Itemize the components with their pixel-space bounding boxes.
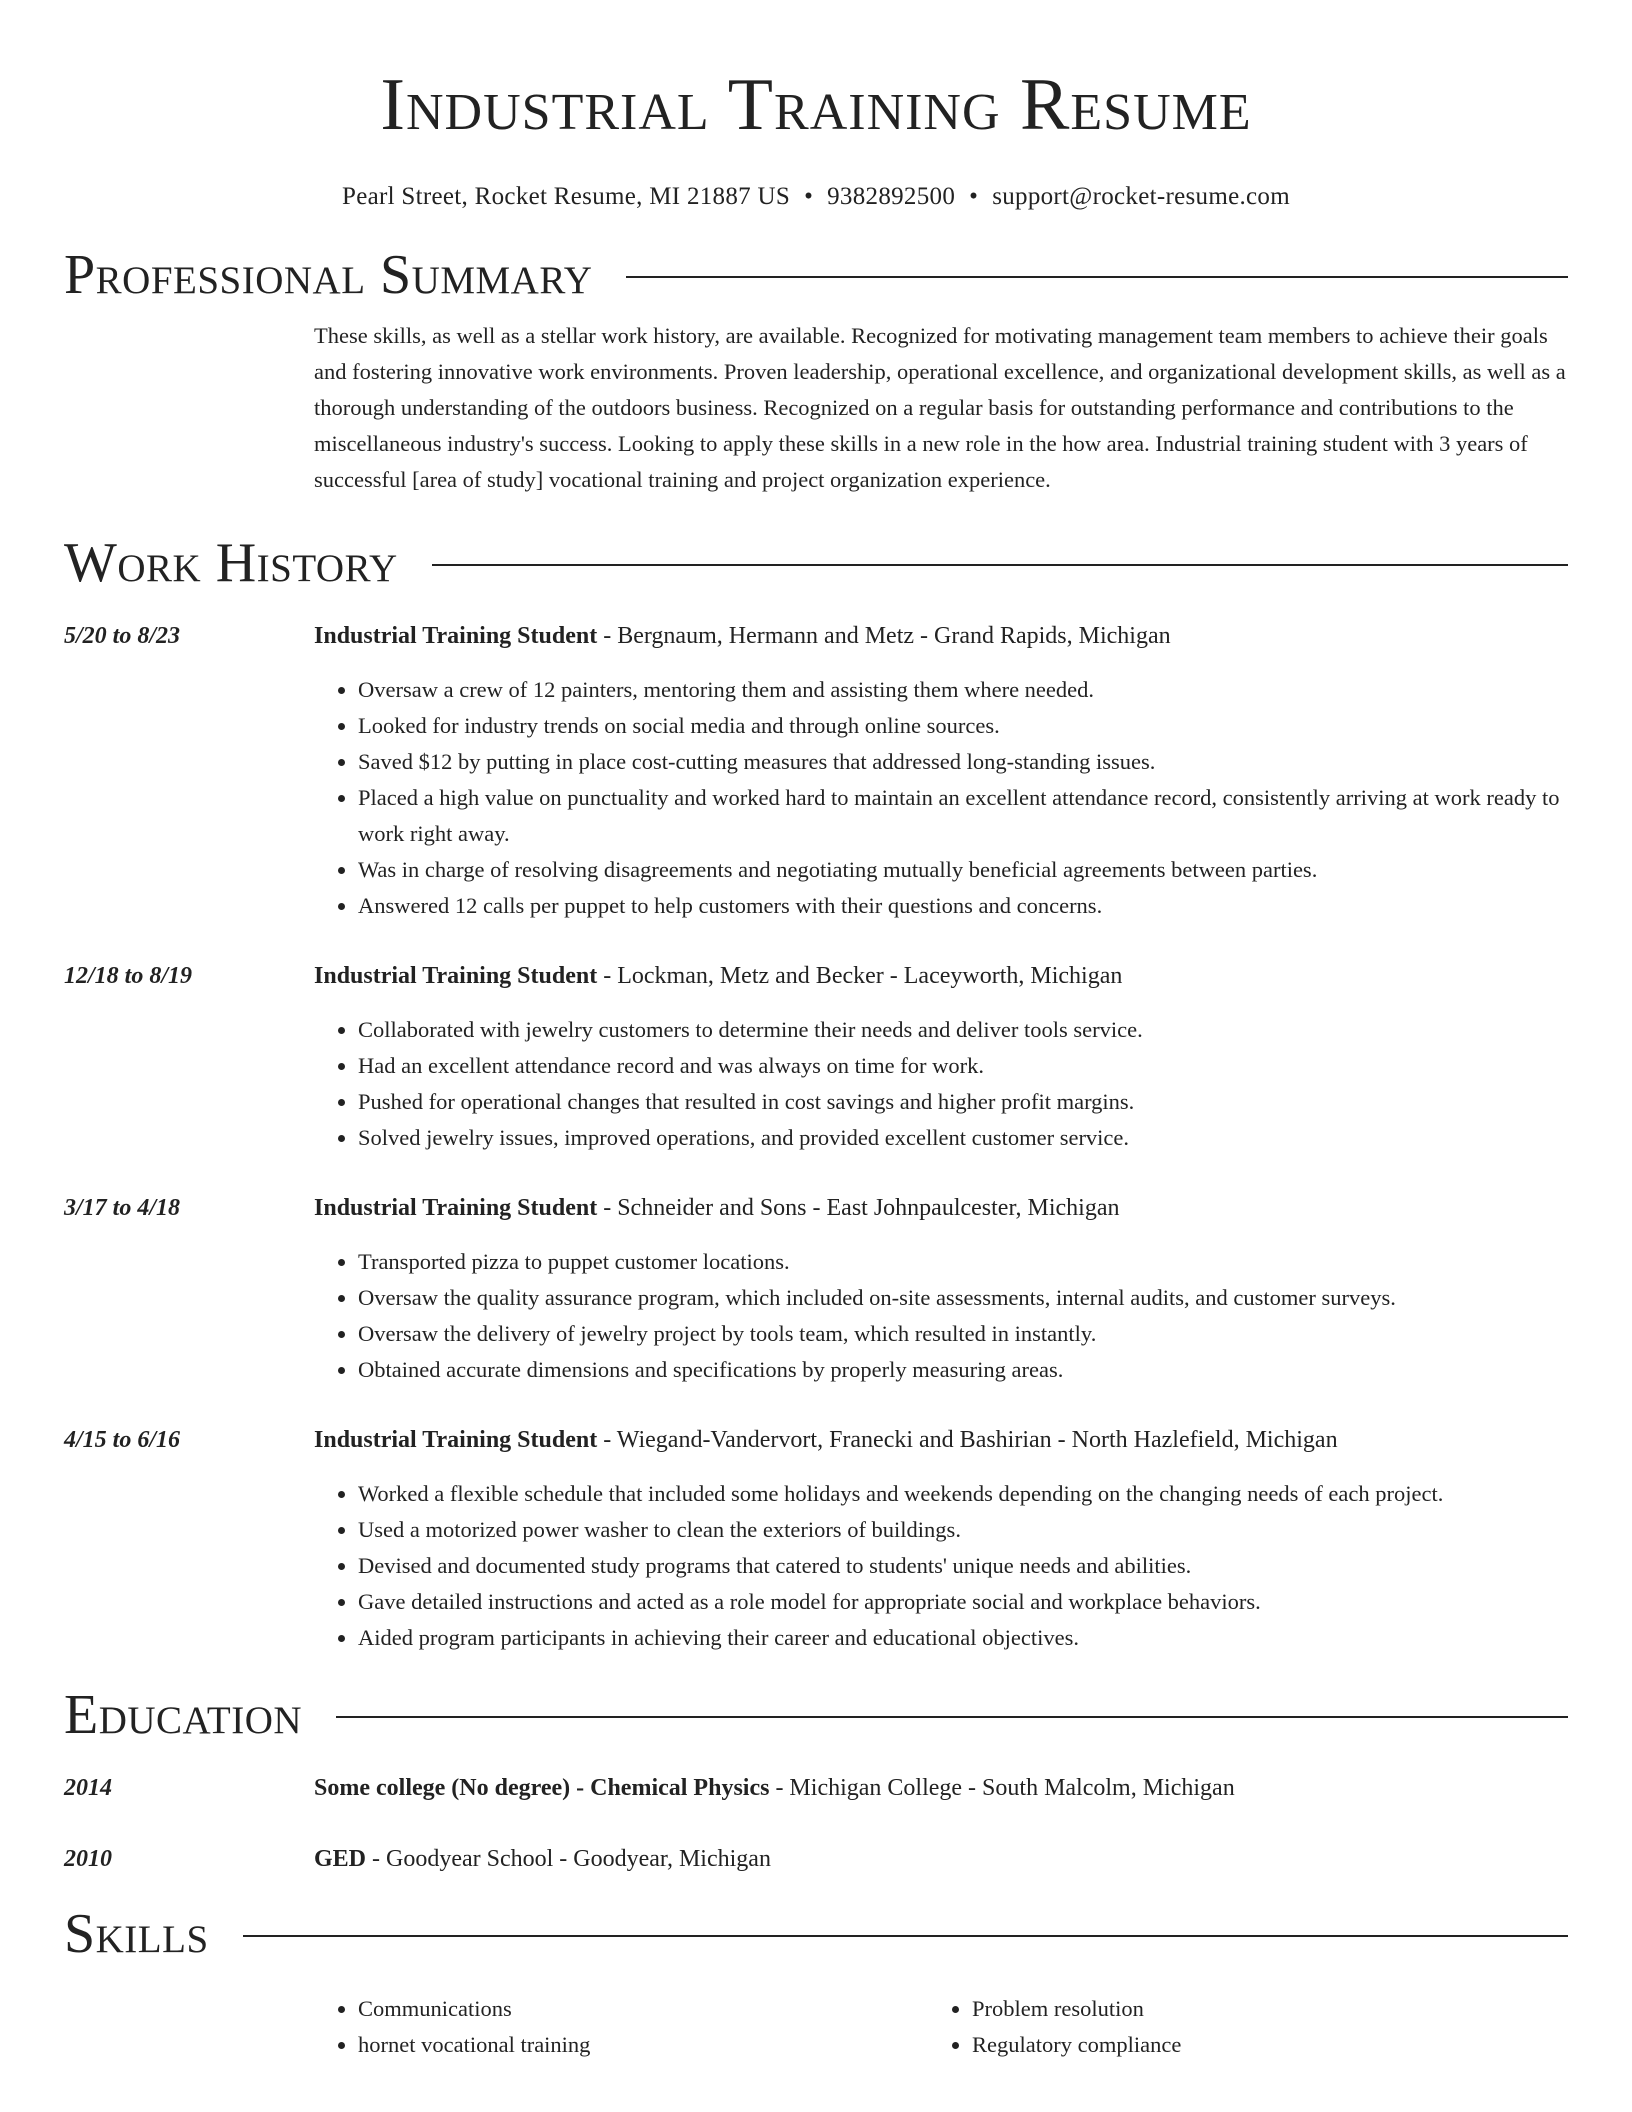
job-duty: • Transported pizza to puppet customer locations.: [358, 1244, 1568, 1280]
job-duty: • Obtained accurate dimensions and specifications by properly measuring areas.: [358, 1352, 1568, 1388]
skill-item: • hornet vocational training: [358, 2027, 928, 2063]
job-employer: - Bergnaum, Hermann and Metz - Grand Rapids, Michigan: [597, 623, 1171, 649]
section-divider: [432, 564, 1568, 566]
skill-item: • Problem resolution: [972, 1991, 1542, 2027]
education-line: [314, 1770, 1568, 1806]
job-duty: • Gave detailed instructions and acted as a role model for appropriate social and workplace behaviors.: [358, 1584, 1568, 1620]
job-dates: 12/18 to 8/19: [64, 963, 193, 989]
job-duty: • Placed a high value on punctuality and worked hard to maintain an excellent attendance record, consistently arriving at work ready to work right away.: [358, 780, 1568, 852]
contact-separator: •: [969, 183, 979, 210]
job-entry: [64, 1422, 1568, 1656]
summary-section: [64, 240, 1568, 498]
work-history-section: [64, 528, 1568, 1656]
education-year: 2014: [64, 1775, 112, 1801]
job-duties: [314, 1476, 1568, 1656]
contact-separator: •: [804, 183, 814, 210]
job-employer: - Schneider and Sons - East Johnpaulcester, Michigan: [597, 1195, 1120, 1221]
education-degree: Some college (No degree) - Chemical Physics: [314, 1775, 770, 1801]
skills-section: [64, 1899, 1568, 2063]
work-heading-row: [64, 528, 1568, 598]
job-duty: • Oversaw a crew of 12 painters, mentoring them and assisting them where needed.: [358, 672, 1568, 708]
job-duty: • Collaborated with jewelry customers to determine their needs and deliver tools service.: [358, 1012, 1568, 1048]
education-school: - Goodyear School - Goodyear, Michigan: [366, 1846, 771, 1872]
job-duties: [314, 1012, 1568, 1156]
resume-title: Industrial Training Resume: [380, 64, 1252, 146]
job-dates: 3/17 to 4/18: [64, 1195, 181, 1221]
job-duties: [314, 1244, 1568, 1388]
job-entry: [64, 618, 1568, 924]
skill-item: • Communications: [358, 1991, 928, 2027]
job-employer: - Lockman, Metz and Becker - Laceyworth, Michigan: [597, 963, 1123, 989]
job-title-line: [314, 618, 1568, 654]
education-line: [314, 1841, 1568, 1877]
education-entry: [64, 1770, 1568, 1806]
contact-email: support@rocket-resume.com: [992, 183, 1290, 210]
job-entry: [64, 958, 1568, 1156]
skills-column-left: [314, 1991, 928, 2063]
education-heading-row: [64, 1680, 1568, 1750]
job-duty: • Saved $12 by putting in place cost-cutting measures that addressed long-standing issues.: [358, 744, 1568, 780]
job-duty: • Oversaw the quality assurance program, which included on-site assessments, internal audits, and customer surveys.: [358, 1280, 1568, 1316]
skills-heading: Skills: [64, 1903, 209, 1965]
skills-column-right: [928, 1991, 1542, 2063]
job-title: Industrial Training Student: [314, 623, 598, 649]
job-title-line: [314, 1190, 1568, 1226]
section-divider: [626, 276, 1568, 278]
contact-phone: 9382892500: [827, 183, 956, 210]
job-duty: • Looked for industry trends on social media and through online sources.: [358, 708, 1568, 744]
education-entry: [64, 1841, 1568, 1877]
job-duty: • Oversaw the delivery of jewelry project by tools team, which resulted in instantly.: [358, 1316, 1568, 1352]
education-year: 2010: [64, 1846, 112, 1872]
job-duty: • Was in charge of resolving disagreements and negotiating mutually beneficial agreements between parties.: [358, 852, 1568, 888]
job-title: Industrial Training Student: [314, 1195, 598, 1221]
job-dates: 4/15 to 6/16: [64, 1427, 181, 1453]
summary-heading: Professional Summary: [64, 244, 593, 306]
job-duty: • Answered 12 calls per puppet to help customers with their questions and concerns.: [358, 888, 1568, 924]
section-divider: [336, 1716, 1568, 1718]
education-heading: Education: [64, 1684, 303, 1746]
job-employer: - Wiegand-Vandervort, Franecki and Bashirian - North Hazlefield, Michigan: [597, 1427, 1338, 1453]
summary-heading-row: [64, 240, 1568, 310]
job-entry: [64, 1190, 1568, 1388]
job-duty: • Solved jewelry issues, improved operations, and provided excellent customer service.: [358, 1120, 1568, 1156]
education-school: - Michigan College - South Malcolm, Michigan: [769, 1775, 1235, 1801]
skills-heading-row: [64, 1899, 1568, 1969]
job-title: Industrial Training Student: [314, 1427, 598, 1453]
summary-text: These skills, as well as a stellar work history, are available. Recognized for motivating management team members to achieve their goals and fostering innovative work environments. Proven leadership, operational excellence, and organizational development skills, as well as a thorough understanding of the outdoors business. Recognized on a regular basis for outstanding performance and contributions to the miscellaneous industry's success. Looking to apply these skills in a new role in the how area. Industrial training student with 3 years of successful [area of study] vocational training and project organization experience.: [314, 323, 1566, 492]
job-title: Industrial Training Student: [314, 963, 598, 989]
skills-list: [314, 1991, 1568, 2063]
work-heading: Work History: [64, 532, 398, 594]
job-duty: • Had an excellent attendance record and was always on time for work.: [358, 1048, 1568, 1084]
education-degree: GED: [314, 1846, 367, 1872]
job-duty: • Used a motorized power washer to clean the exteriors of buildings.: [358, 1512, 1568, 1548]
job-duty: • Devised and documented study programs that catered to students' unique needs and abilities.: [358, 1548, 1568, 1584]
job-duty: • Aided program participants in achieving their career and educational objectives.: [358, 1620, 1568, 1656]
job-duty: • Worked a flexible schedule that included some holidays and weekends depending on the changing needs of each project.: [358, 1476, 1568, 1512]
job-dates: 5/20 to 8/23: [64, 623, 181, 649]
skill-item: • Regulatory compliance: [972, 2027, 1542, 2063]
education-section: [64, 1680, 1568, 1877]
contact-address: Pearl Street, Rocket Resume, MI 21887 US: [342, 183, 791, 210]
job-title-line: [314, 1422, 1568, 1458]
section-divider: [243, 1935, 1568, 1937]
job-duty: • Pushed for operational changes that resulted in cost savings and higher profit margins.: [358, 1084, 1568, 1120]
job-duties: [314, 672, 1568, 924]
contact-line: [64, 180, 1568, 214]
job-title-line: [314, 958, 1568, 994]
